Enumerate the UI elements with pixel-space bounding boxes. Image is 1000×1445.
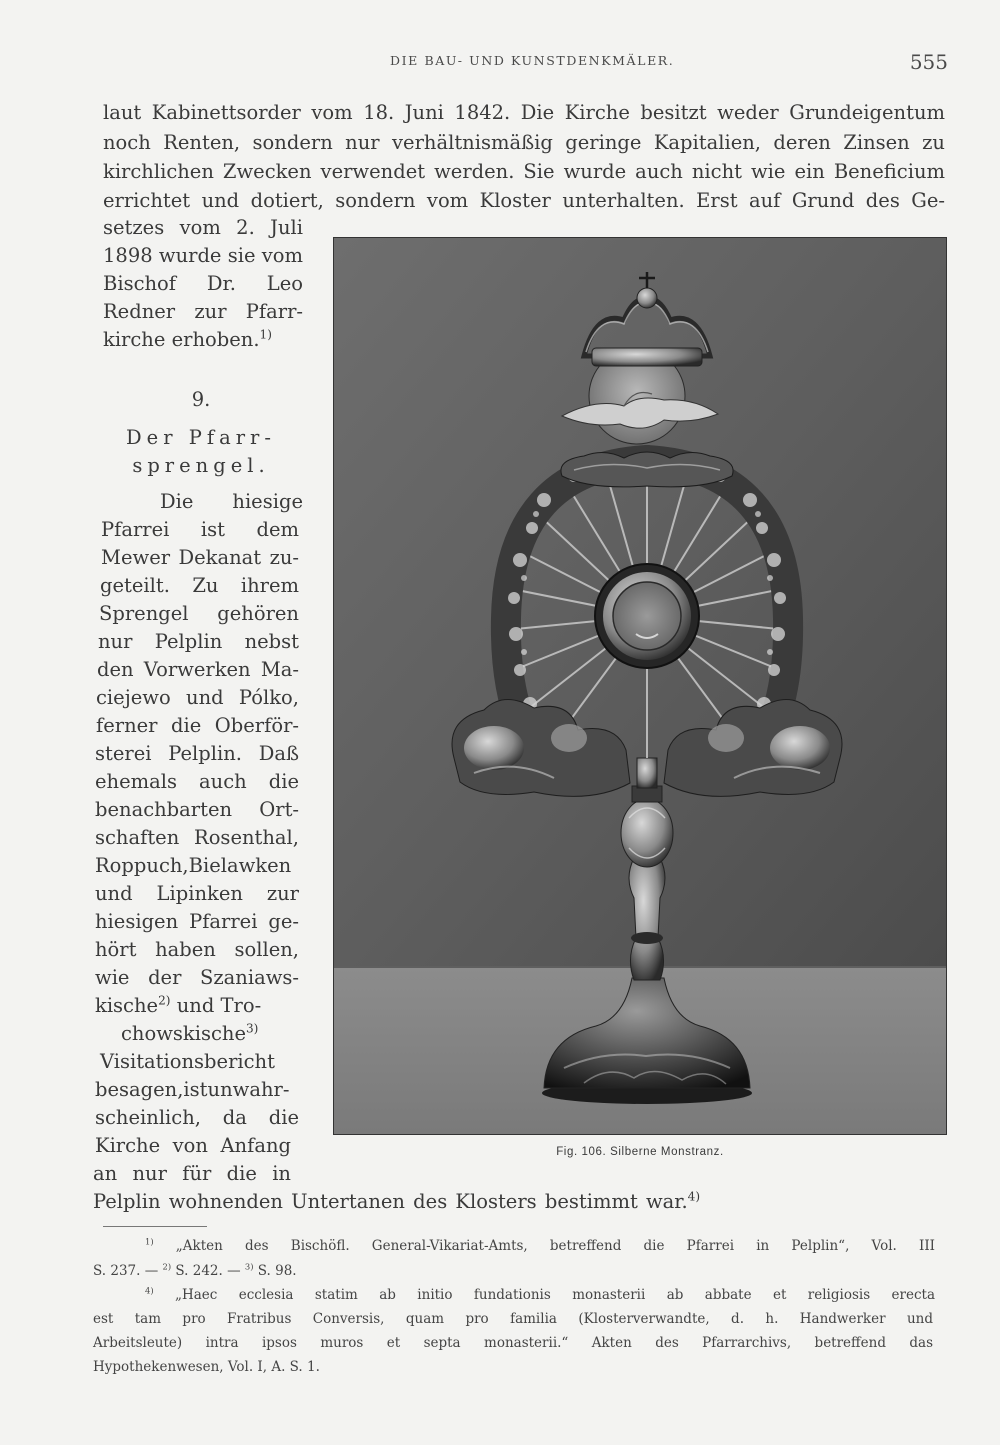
text-line: laut Kabinettsorder vom 18. Juni 1842. Die Kirche besitzt weder Grundeigentum [103, 101, 945, 124]
footnote-line [145, 1284, 935, 1306]
text-line [95, 1020, 299, 1048]
text-line: errichtet und dotiert, sondern vom Kloster unterhalten. Erst auf Grund des Ge- [103, 189, 945, 212]
text-line: Pfarrei ist dem [101, 518, 299, 541]
text-line: besagen,istunwahr- [95, 1078, 290, 1101]
text-line: Die hiesige [160, 490, 303, 513]
footnote-line: Hypothekenwesen, Vol. I, A. S. 1. [93, 1359, 320, 1375]
footnote-ref: 4) [687, 1189, 701, 1204]
text-line: hört haben sollen, [95, 938, 299, 961]
text-line [95, 992, 299, 1020]
text-line: an nur für die in [93, 1162, 291, 1185]
text-line: sterei Pelplin. Daß [95, 742, 299, 765]
text-line: Bischof Dr. Leo [103, 272, 303, 295]
text-line: nur Pelplin nebst [98, 630, 299, 653]
text-fragment: „Haec ecclesia statim ab initio fundationis monasterii ab abbate et religiosis erecta [153, 1287, 935, 1303]
text-fragment: S. 242. — [171, 1263, 245, 1279]
text-fragment: kische [95, 994, 159, 1017]
section-title: sprengel. [132, 454, 270, 477]
text-fragment: S. 237. — [93, 1263, 163, 1279]
text-line: 1898 wurde sie vom [103, 244, 303, 267]
text-line [103, 326, 303, 354]
running-title: DIE BAU- UND KUNSTDENKMÄLER. [390, 53, 675, 68]
text-line: Kirche von Anfang [95, 1134, 291, 1157]
footnote-ref: 3) [246, 1021, 259, 1036]
text-fragment: chowskische [121, 1022, 246, 1045]
text-fragment: „Akten des Bischöfl. General-Vikariat-Amts, betreffend die Pfarrei in Pelplin“, Vol. III [153, 1238, 935, 1254]
monstrance-photo [333, 237, 947, 1135]
text-line: scheinlich, da die [95, 1106, 299, 1129]
footnote-line: Arbeitsleute) intra ipsos muros et septa monasterii.“ Akten des Pfarrarchivs, betreffend das [93, 1335, 933, 1351]
text-line: wie der Szaniaws- [95, 966, 299, 989]
footnote-mark: 2) [162, 1261, 172, 1272]
footnote-line [145, 1235, 935, 1257]
text-fragment: und Tro- [170, 994, 262, 1017]
text-line: geteilt. Zu ihrem [100, 574, 299, 597]
footnote-line [93, 1260, 933, 1282]
text-line [93, 1188, 755, 1216]
text-line: ciejewo und Pólko, [96, 686, 299, 709]
text-line: den Vorwerken Ma- [97, 658, 299, 681]
text-line: benachbarten Ort- [95, 798, 299, 821]
text-line: Roppuch,Bielawken [95, 854, 292, 877]
text-line: noch Renten, sondern nur verhältnismäßig geringe Kapitalien, deren Zinsen zu [103, 131, 945, 154]
text-line: ferner die Oberför- [96, 714, 299, 737]
footnote-ref: 2) [158, 993, 171, 1008]
text-fragment: S. 98. [253, 1263, 297, 1279]
section-title: Der Pfarr- [126, 426, 276, 449]
text-line: und Lipinken zur [95, 882, 299, 905]
text-line: kirchlichen Zwecken verwendet werden. Sie wurde auch nicht wie ein Beneficium [103, 160, 945, 183]
text-line: Mewer Dekanat zu- [101, 546, 299, 569]
text-fragment: kirche erhoben. [103, 328, 260, 351]
text-line: hiesigen Pfarrei ge- [95, 910, 299, 933]
footnote-mark: 1) [145, 1236, 154, 1247]
section-number: 9. [191, 388, 211, 411]
page-number: 555 [909, 50, 948, 74]
footnote-rule [103, 1226, 207, 1227]
text-line: setzes vom 2. Juli [103, 216, 303, 239]
text-fragment: Pelplin wohnenden Untertanen des Klosters bestimmt war. [93, 1190, 688, 1213]
footnote-mark: 4) [145, 1285, 154, 1296]
footnote-line: est tam pro Fratribus Conversis, quam pro familia (Klosterverwandte, d. h. Handwerker und [93, 1311, 933, 1327]
text-line: ehemals auch die [95, 770, 299, 793]
text-line: Visitationsbericht [100, 1050, 275, 1073]
monstrance-illustration [334, 238, 946, 1134]
footnote-mark: 3) [244, 1261, 254, 1272]
text-line: schaften Rosenthal, [95, 826, 299, 849]
running-header [0, 50, 1000, 72]
text-line: Sprengel gehören [99, 602, 299, 625]
text-line: Redner zur Pfarr- [103, 300, 303, 323]
footnote-ref: 1) [259, 327, 272, 342]
figure-caption: Fig. 106. Silberne Monstranz. [556, 1146, 724, 1158]
